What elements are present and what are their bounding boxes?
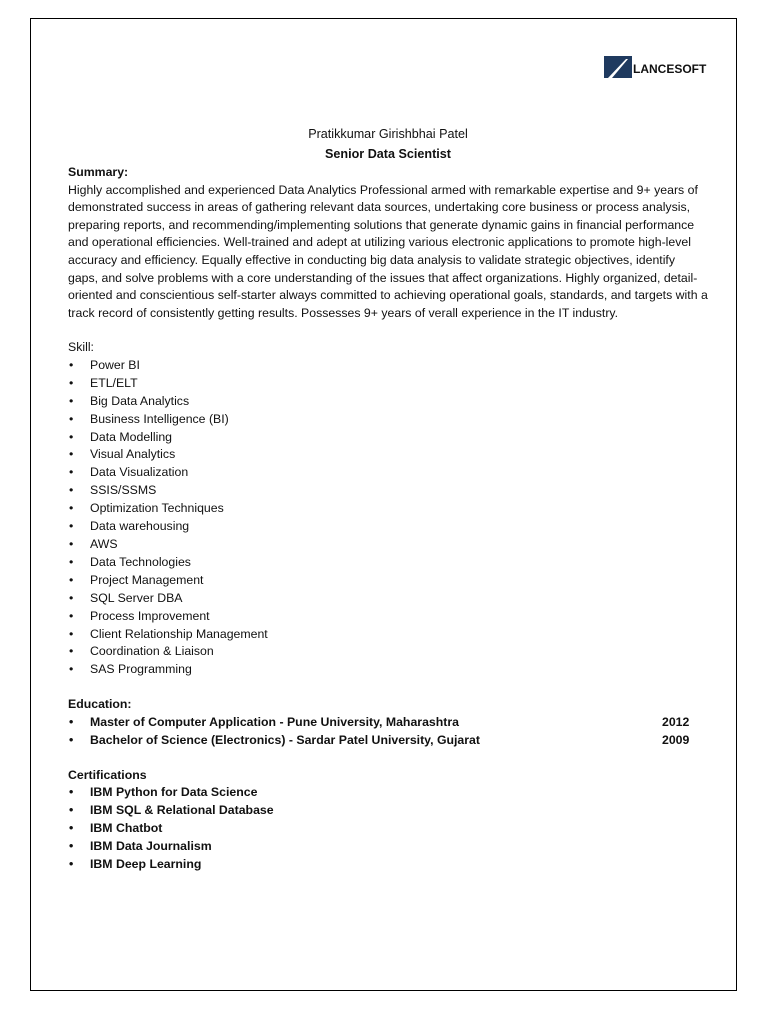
education-heading: Education: bbox=[68, 697, 132, 712]
list-item: • Data Technologies bbox=[68, 554, 708, 572]
candidate-name: Pratikkumar Girishbhai Patel bbox=[308, 127, 468, 141]
certifications-heading: Certifications bbox=[68, 767, 147, 782]
list-item: • Business Intelligence (BI) bbox=[68, 411, 708, 429]
list-item: • SAS Programming bbox=[68, 661, 708, 679]
list-item: • Data warehousing bbox=[68, 518, 708, 536]
education-item bbox=[68, 732, 708, 750]
skills-heading: Skill: bbox=[68, 340, 94, 355]
list-item: • Power BI bbox=[68, 357, 708, 375]
education-year: 2012 bbox=[662, 714, 690, 729]
education-degree: • Bachelor of Science (Electronics) - Sardar Patel University, Gujarat bbox=[90, 732, 480, 747]
list-item: • Visual Analytics bbox=[68, 446, 708, 464]
skills-list bbox=[68, 357, 708, 679]
education-list bbox=[68, 714, 708, 750]
summary-text: Highly accomplished and experienced Data Analytics Professional armed with remarkable expertise and 9+ years of demonstrated success in areas of gathering relevant data sources, undertaking core business or process analysis, preparing reports, and recommending/implementing solutions that generate dynamic gains in financial performance and operational efficiencies. Well-trained and adept at utilizing various electronic applications to promote high-level accuracy and efficiency. Equally effective in conducting big data analysis to validate strategic objectives, identify gaps, and solve problems with a core understanding of the issues that affect organizations. Highly organized, detail-oriented and conscientious self-starter always committed to achieving operational goals, standards, and targets with a track record of consistently getting results. Possesses 9+ years of verall experience in the IT industry. bbox=[68, 182, 708, 320]
company-logo bbox=[604, 55, 706, 79]
list-item: • Optimization Techniques bbox=[68, 500, 708, 518]
certifications-list bbox=[68, 784, 708, 874]
list-item: • Coordination & Liaison bbox=[68, 643, 708, 661]
list-item: • IBM Data Journalism bbox=[68, 838, 708, 856]
logo-text: LANCESOFT bbox=[633, 62, 707, 76]
list-item: • IBM Chatbot bbox=[68, 820, 708, 838]
list-item: • IBM Python for Data Science bbox=[68, 784, 708, 802]
education-year: 2009 bbox=[662, 732, 690, 747]
list-item: • Project Management bbox=[68, 572, 708, 590]
list-item: • Client Relationship Management bbox=[68, 626, 708, 644]
list-item: • Data Modelling bbox=[68, 429, 708, 447]
list-item: • Data Visualization bbox=[68, 464, 708, 482]
list-item: • Big Data Analytics bbox=[68, 393, 708, 411]
lancesoft-logo-icon bbox=[604, 56, 632, 78]
list-item: • SSIS/SSMS bbox=[68, 482, 708, 500]
education-item bbox=[68, 714, 708, 732]
list-item: • IBM SQL & Relational Database bbox=[68, 802, 708, 820]
education-degree: • Master of Computer Application - Pune University, Maharashtra bbox=[90, 714, 459, 729]
list-item: • ETL/ELT bbox=[68, 375, 708, 393]
list-item: • IBM Deep Learning bbox=[68, 856, 708, 874]
summary-heading: Summary: bbox=[68, 165, 129, 179]
candidate-role: Senior Data Scientist bbox=[325, 147, 451, 161]
list-item: • Process Improvement bbox=[68, 608, 708, 626]
resume-content bbox=[68, 124, 708, 874]
list-item: • AWS bbox=[68, 536, 708, 554]
list-item: • SQL Server DBA bbox=[68, 590, 708, 608]
